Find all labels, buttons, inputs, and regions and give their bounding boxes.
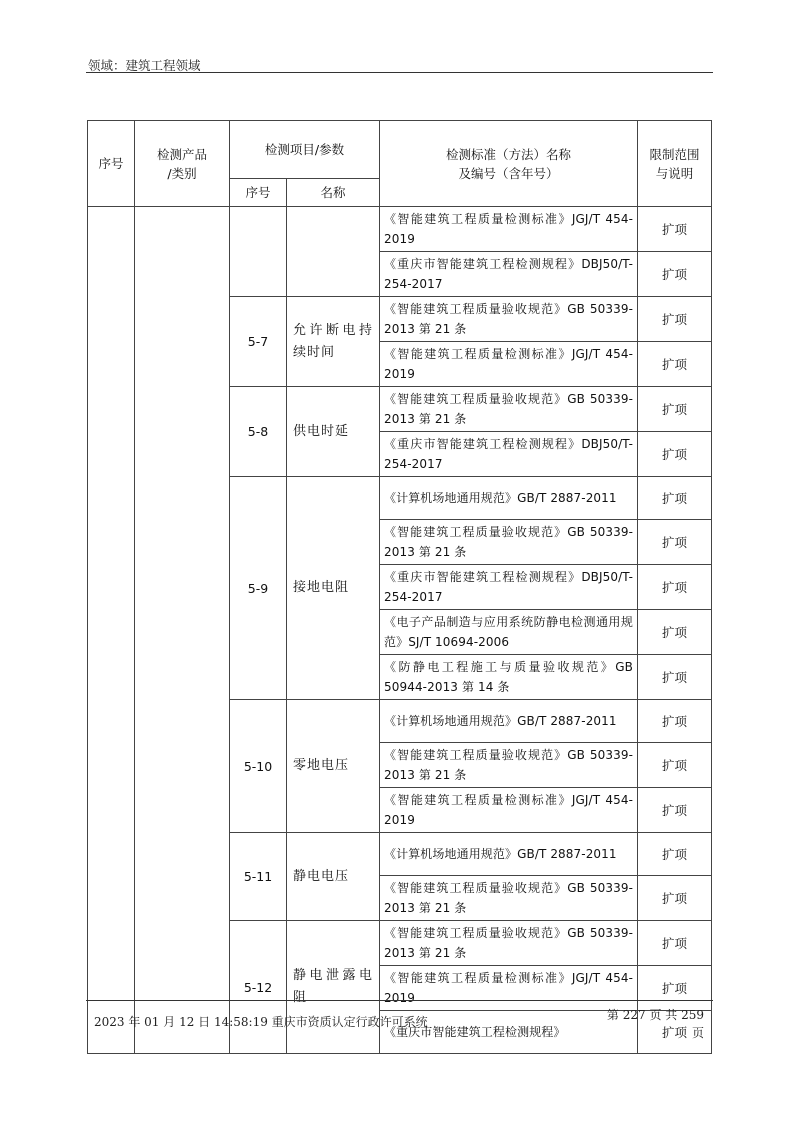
col-header-limit xyxy=(638,121,712,207)
cell-limit: 扩项 xyxy=(638,477,712,520)
footer-timestamp-system: 2023 年 01 月 12 日 14:58:19 重庆市资质认定行政许可系统 xyxy=(94,1015,428,1029)
cell-standard: 《智能建筑工程质量验收规范》GB 50339-2013 第 21 条 xyxy=(380,297,638,342)
cell-item-name: 供电时延 xyxy=(287,387,380,477)
col-header-category xyxy=(135,121,230,207)
cell-limit: 扩项 xyxy=(638,610,712,655)
cell-standard: 《计算机场地通用规范》GB/T 2887-2011 xyxy=(380,477,638,520)
cell-standard: 《电子产品制造与应用系统防静电检测通用规范》SJ/T 10694-2006 xyxy=(380,610,638,655)
cell-standard: 《计算机场地通用规范》GB/T 2887-2011 xyxy=(380,700,638,743)
cell-standard: 《防静电工程施工与质量验收规范》GB 50944-2013 第 14 条 xyxy=(380,655,638,700)
cell-standard: 《重庆市智能建筑工程检测规程》DBJ50/T-254-2017 xyxy=(380,565,638,610)
cell-standard: 《智能建筑工程质量验收规范》GB 50339-2013 第 21 条 xyxy=(380,743,638,788)
cell-standard: 《智能建筑工程质量验收规范》GB 50339-2013 第 21 条 xyxy=(380,921,638,966)
col-header-standard xyxy=(380,121,638,207)
col-header-limit-text: 限制范围 与说明 xyxy=(649,146,700,181)
col-header-item-seq: 序号 xyxy=(230,179,287,207)
col-header-item-params: 检测项目/参数 xyxy=(230,121,380,179)
cell-limit: 扩项 xyxy=(638,252,712,297)
cell-limit: 扩项 xyxy=(638,921,712,966)
cell-item-name: 零地电压 xyxy=(287,700,380,833)
cell-standard: 《智能建筑工程质量验收规范》GB 50339-2013 第 21 条 xyxy=(380,387,638,432)
cell-item-seq xyxy=(230,207,287,297)
table-body xyxy=(88,207,712,1054)
cell-limit: 扩项 xyxy=(638,342,712,387)
cell-limit: 扩项 xyxy=(638,655,712,700)
cell-limit: 扩项 xyxy=(638,1011,712,1054)
cell-item-seq: 5-8 xyxy=(230,387,287,477)
page-header-domain: 领域：建筑工程领域 xyxy=(88,58,201,73)
cell-item-name: 允许断电持续时间 xyxy=(287,297,380,387)
header-divider xyxy=(86,72,713,73)
cell-item-name: 静电泄露电阻 xyxy=(287,921,380,1054)
cell-category xyxy=(135,207,230,1054)
col-header-item-name: 名称 xyxy=(287,179,380,207)
cell-limit: 扩项 xyxy=(638,432,712,477)
cell-seq xyxy=(88,207,135,1054)
cell-standard: 《计算机场地通用规范》GB/T 2887-2011 xyxy=(380,833,638,876)
cell-item-seq: 5-11 xyxy=(230,833,287,921)
col-header-standard-text: 检测标准（方法）名称 及编号（含年号） xyxy=(445,146,571,181)
cell-limit: 扩项 xyxy=(638,743,712,788)
cell-standard: 《智能建筑工程质量验收规范》GB 50339-2013 第 21 条 xyxy=(380,876,638,921)
cell-limit: 扩项 xyxy=(638,565,712,610)
cell-standard: 《智能建筑工程质量验收规范》GB 50339-2013 第 21 条 xyxy=(380,520,638,565)
table-row xyxy=(88,207,712,252)
cell-standard: 《重庆市智能建筑工程检测规程》DBJ50/T-254-2017 xyxy=(380,252,638,297)
cell-limit: 扩项 xyxy=(638,297,712,342)
cell-limit: 扩项 xyxy=(638,207,712,252)
inspection-table xyxy=(87,120,712,1054)
cell-item-seq: 5-9 xyxy=(230,477,287,700)
cell-limit: 扩项 xyxy=(638,966,712,1011)
cell-item-name: 接地电阻 xyxy=(287,477,380,700)
cell-standard: 《智能建筑工程质量检测标准》JGJ/T 454-2019 xyxy=(380,207,638,252)
cell-item-seq: 5-7 xyxy=(230,297,287,387)
cell-standard: 《智能建筑工程质量检测标准》JGJ/T 454-2019 xyxy=(380,788,638,833)
cell-limit: 扩项 xyxy=(638,876,712,921)
cell-item-name xyxy=(287,207,380,297)
cell-item-seq: 5-10 xyxy=(230,700,287,833)
col-header-category-text: 检测产品 /类别 xyxy=(156,146,207,181)
cell-standard: 《重庆市智能建筑工程检测规程》 xyxy=(380,1011,638,1054)
footer-divider xyxy=(86,1000,713,1001)
cell-limit: 扩项 xyxy=(638,833,712,876)
cell-standard: 《智能建筑工程质量检测标准》JGJ/T 454-2019 xyxy=(380,966,638,1011)
footer-page-info: 第 227 页 共 259 页 xyxy=(606,1008,704,1040)
cell-standard: 《重庆市智能建筑工程检测规程》DBJ50/T-254-2017 xyxy=(380,432,638,477)
cell-limit: 扩项 xyxy=(638,387,712,432)
cell-item-name: 静电电压 xyxy=(287,833,380,921)
cell-limit: 扩项 xyxy=(638,700,712,743)
cell-limit: 扩项 xyxy=(638,788,712,833)
cell-standard: 《智能建筑工程质量检测标准》JGJ/T 454-2019 xyxy=(380,342,638,387)
col-header-seq: 序号 xyxy=(88,121,135,207)
cell-limit: 扩项 xyxy=(638,520,712,565)
cell-item-seq: 5-12 xyxy=(230,921,287,1054)
